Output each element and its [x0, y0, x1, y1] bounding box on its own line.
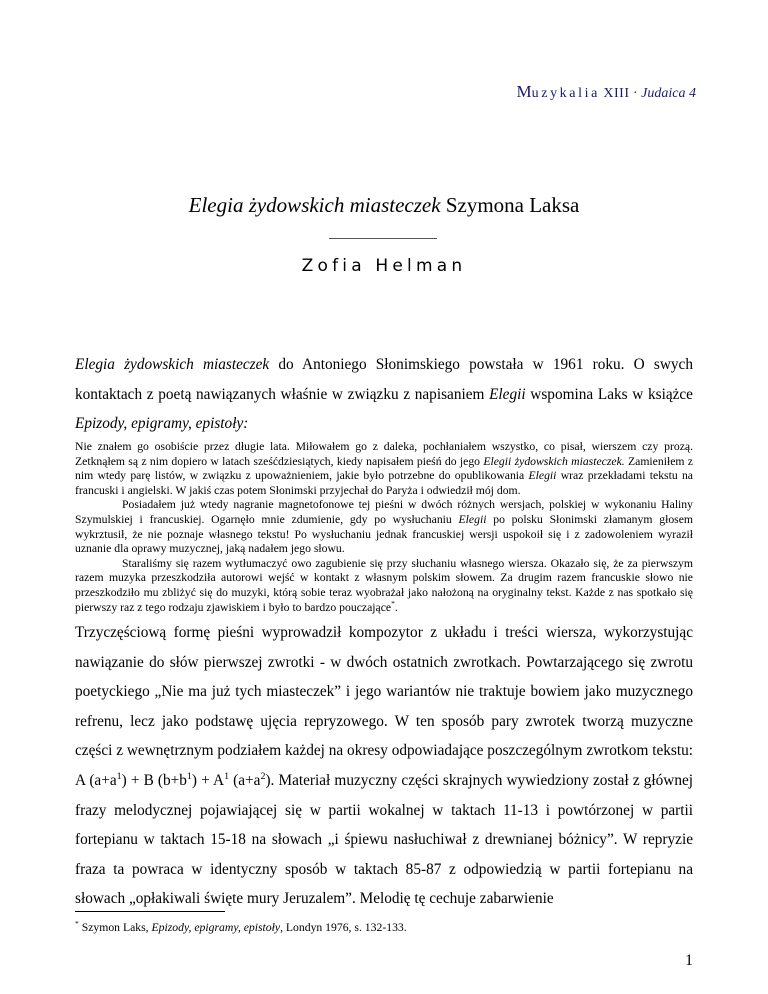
footnote-mark: * [75, 919, 79, 929]
superscript: 2 [260, 770, 266, 782]
quote-italic: Elegii [528, 469, 557, 483]
superscript: 1 [186, 770, 192, 782]
footnote-book-title: Epizody, epigramy, epistoły [151, 921, 281, 934]
intro-elegii: Elegii [489, 385, 526, 403]
footnote-text: Szymon Laks, [78, 921, 152, 934]
superscript: 1 [224, 770, 230, 782]
title-rest: Szymona Laksa [440, 193, 580, 217]
intro-book-title: Epizody, epigramy, epistoły: [75, 415, 249, 433]
footnote-marker[interactable]: * [391, 598, 395, 608]
quote-italic: Elegii [458, 512, 487, 526]
quote-text: wraz przekładami tekstu na francuski i angielski. W jakiś czas potem Słonimski przyjechał do Paryża i odwiedził mój dom. [75, 469, 693, 497]
quote-text: . [394, 600, 398, 614]
quote-text: Posiadałem już wtedy nagranie magnetofonowe tej pieśni w dwóch różnych wersjach, polskiej w wykonaniu Haliny Szymulskiej i francuskiej. Ogarnęło mnie zdumienie, gdy po wysłuchaniu [75, 498, 693, 526]
quote-paragraph [75, 498, 693, 556]
running-header [517, 82, 696, 102]
quote-paragraph [75, 440, 693, 498]
article-title [0, 193, 768, 218]
quote-text: Nie znałem go osobiście przez długie lata. Miłowałem go z daleka, pochłaniałem wszystko, co pisał, wierszem czy prozą. Zetknąłem są z nim dopiero w latach sześćdziesiątych, kiedy napisałem pieśń do jego [75, 440, 693, 468]
intro-text: do Antoniego Słonimskiego powstała w 1961 roku. O swych kontaktach z poetą nawiązanych właśnie w związku z napisaniem [75, 356, 693, 403]
footnote-text: , Londyn 1976, s. 132-133. [280, 921, 407, 934]
intro-title-ref: Elegia żydowskich miasteczek [75, 356, 270, 373]
header-separator: · [633, 86, 638, 101]
main-text: Trzyczęściową formę pieśni wyprowadził kompozytor z układu i treści wiersza, wykorzystując nawiązanie do słów pierwszej zwrotki - w dwóch ostatnich zwrotkach. Powtarzającego się zwrotu poetyckiego „Nie ma już tych miasteczek” i jego wariantów nie traktuje bowiem jako muzycznego refrenu, lecz jako podstawę ujęcia repryzowego. W ten sposób pary zwrotek tworzą muzyczne części z wewnętrznym podziałem każdej na okresy odpowiadające poszczególnym zwrotkom tekstu: A (a+a [75, 624, 693, 789]
main-text: ). Materiał muzyczny części skrajnych wywiedziony został z głównej frazy melodycznej pojawiającej się w partii wokalnej w taktach 11-13 i powtórzonej w partii fortepianu w taktach 15-18 na słowach „i śpiewu nasłuchiwał z drewnianej bóżnicy”. W repryzie fraza ta powraca w identyczny sposób w taktach 85-87 z odpowiedzią w partii fortepianu na słowach „opłakiwali święte mury Jeruzalem”. Melodię tę cechuje zabarwienie [75, 771, 694, 908]
superscript: 1 [116, 770, 122, 782]
block-quote [75, 440, 693, 615]
article-author: Zofia Helman [301, 256, 467, 276]
main-text: ) + A [191, 771, 225, 789]
footnote-divider [75, 911, 225, 912]
quote-italic: Elegii żydowskich miasteczek. [483, 454, 625, 468]
journal-volume: XIII [603, 86, 630, 101]
journal-initial: M [516, 82, 532, 101]
page-number: 1 [685, 952, 693, 969]
intro-text-2: wspomina Laks w książce [525, 385, 693, 403]
title-italic: Elegia żydowskich miasteczek [188, 193, 441, 217]
journal-name: uzykalia [531, 86, 600, 101]
quote-paragraph [75, 557, 693, 615]
main-paragraph [75, 618, 693, 914]
quote-text: Staraliśmy się razem wytłumaczyć owo zagubienie się przy słuchaniu własnego wiersza. Okazało się, że za pierwszym razem muzyka przeszkodziła autorowi wejść w kontakt z własnym polskim słowem. Za drugim razem francuskie słowo nie przeszkodziło mu zbliżyć się do muzyki, którą sobie teraz wyobrażał jako nałożoną na oryginalny tekst. Każde z nas spotkało się pierwszy raz z tego rodzaju zjawiskiem i było to bardzo pouczające [75, 556, 693, 614]
footnote [75, 921, 693, 934]
journal-series: Judaica 4 [641, 86, 696, 101]
quote-text: po polsku Słonimski złamanym głosem wykrztusił, że nie poznaje własnego tekstu! Po wysłuchaniu jednak francuskiej wersji uspokoił się i z zadowoleniem wyraził uznanie dla oprawy muzycznej, jaką nadałem jego słowu. [75, 512, 693, 556]
quote-text: Zamieniłem z nim wtedy parę listów, w związku z upoważnieniem, jakie było potrzebne do opublikowania [75, 454, 693, 483]
intro-paragraph [75, 350, 693, 439]
main-text: (a+a [229, 771, 261, 789]
title-divider [329, 238, 437, 239]
main-text: ) + B (b+b [121, 771, 187, 789]
